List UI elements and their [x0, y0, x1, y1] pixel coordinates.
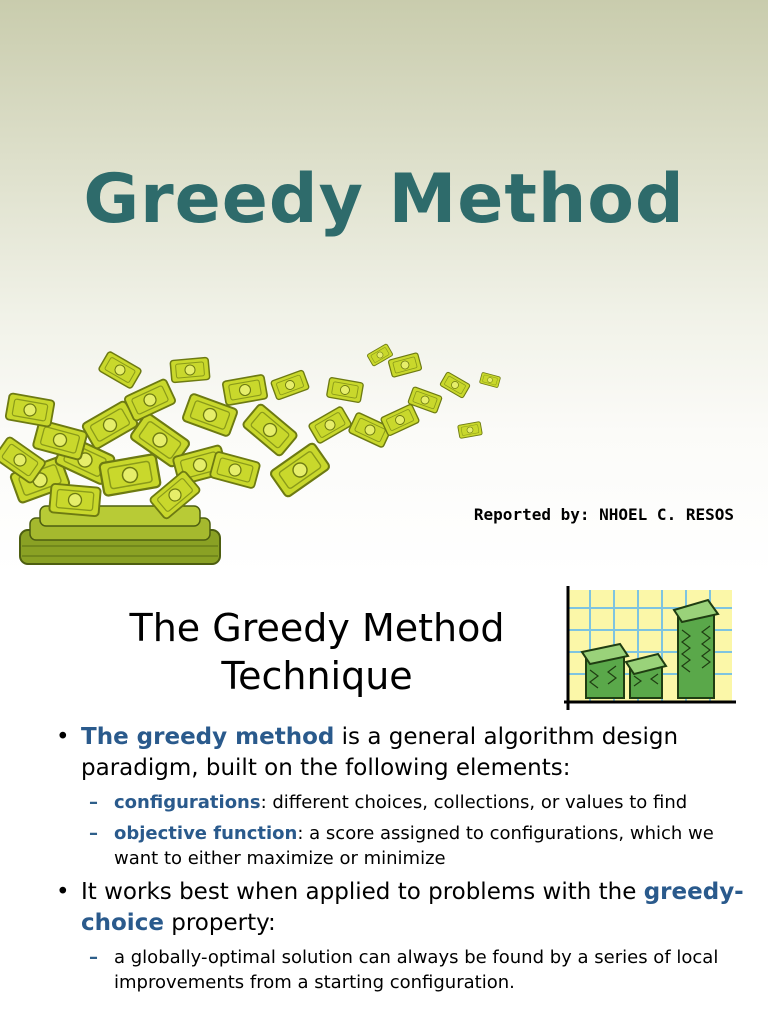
- heading-line-2: Technique: [221, 654, 413, 698]
- money-bar-chart-icon: [560, 586, 736, 714]
- sub-bullet-item: [56, 790, 756, 815]
- money-pile-icon: [0, 330, 520, 576]
- slide-heading: [80, 604, 554, 700]
- bullet-item: [56, 722, 756, 784]
- dash-icon: –: [89, 792, 98, 813]
- bullet-text: is a general algorithm design paradigm, built on the following elements:: [81, 724, 679, 781]
- bullet-item: [56, 877, 756, 939]
- heading-line-1: The Greedy Method: [129, 606, 505, 650]
- sub-bullet-item: [56, 945, 756, 995]
- dash-icon: –: [89, 823, 98, 844]
- bullet-text: property:: [163, 910, 276, 936]
- bullet-dot-icon: •: [56, 879, 70, 905]
- sub-bullet-text: a globally-optimal solution can always be found by a series of local improvements from a starting configuration.: [114, 947, 719, 993]
- content-slide: [0, 576, 768, 1024]
- bullet-keyword: greedy-choice: [81, 879, 744, 936]
- sub-bullet-item: [56, 821, 756, 871]
- dash-icon: –: [89, 947, 98, 968]
- slide-title: Greedy Method: [83, 160, 685, 239]
- sub-bullet-text: : different choices, collections, or values to find: [260, 792, 688, 813]
- reporter-credit: Reported by: NHOEL C. RESOS: [473, 505, 734, 524]
- bullet-dot-icon: •: [56, 724, 70, 750]
- sub-bullet-keyword: configurations: [114, 792, 261, 813]
- sub-bullet-keyword: objective function: [114, 823, 298, 844]
- bullet-keyword: The greedy method: [81, 724, 335, 750]
- sub-bullet-text: : a score assigned to configurations, which we want to either maximize or minimize: [114, 823, 714, 869]
- bullet-list: [56, 722, 756, 1001]
- bullet-text-prefix: It works best when applied to problems with the: [81, 879, 644, 905]
